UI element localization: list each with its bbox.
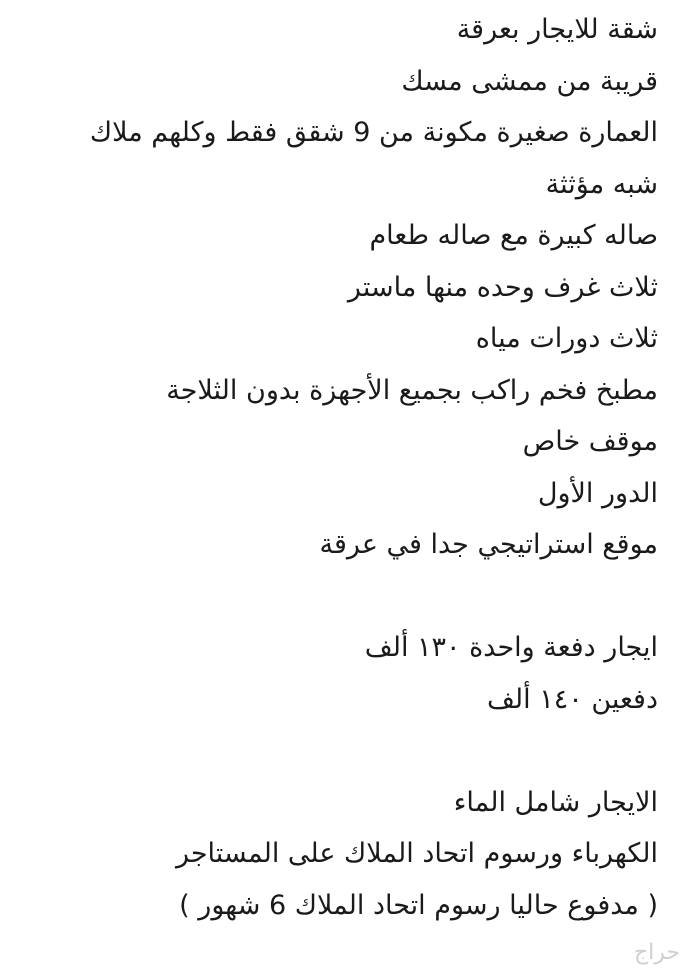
blank-line [20, 725, 658, 777]
furnishing-line: شبه مؤثثة [545, 168, 658, 200]
listing-text [20, 4, 658, 931]
bathrooms-line: ثلاث دورات مياه [475, 323, 658, 354]
hall-line: صاله كبيرة مع صاله طعام [369, 220, 658, 251]
price-two-payments: دفعين ١٤٠ ألف [486, 683, 658, 715]
fees-paid-note: ( مدفوع حاليا رسوم اتحاد الملاك 6 شهور ) [179, 889, 658, 921]
building-line: العمارة صغيرة مكونة من 9 شقق فقط وكلهم ملاك [89, 117, 658, 148]
location-quality-line: موقع استراتيجي جدا في عرقة [319, 529, 658, 560]
floor-line: الدور الأول [537, 477, 658, 509]
listing-title: شقة للايجار بعرقة [456, 14, 658, 45]
price-single-payment: ايجار دفعة واحدة ١٣٠ ألف [364, 632, 658, 663]
haraj-watermark-logo: حراج [633, 940, 680, 965]
tenant-fees-line: الكهرباء ورسوم اتحاد الملاك على المستاجر [175, 838, 658, 869]
rooms-line: ثلاث غرف وحده منها ماستر [347, 271, 658, 303]
parking-line: موقف خاص [522, 426, 658, 457]
location-line: قريبة من ممشى مسك [401, 65, 658, 97]
rent-includes-line: الايجار شامل الماء [453, 786, 658, 818]
kitchen-line: مطبخ فخم راكب بجميع الأجهزة بدون الثلاجة [166, 374, 658, 406]
blank-line [20, 571, 658, 623]
